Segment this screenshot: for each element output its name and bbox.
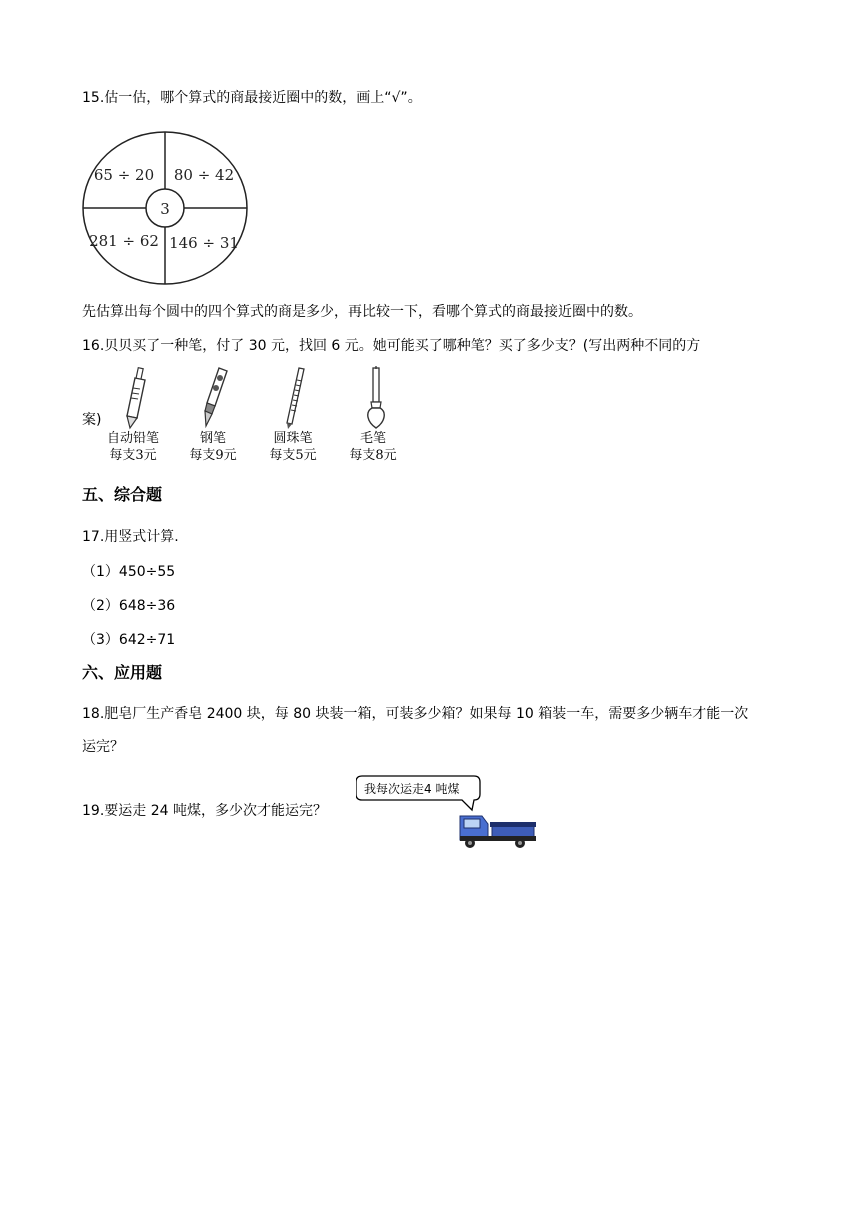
q19-text: 19.要运走 24 吨煤，多少次才能运完？ [82, 803, 327, 819]
pen-price: 每支9元 [189, 448, 237, 463]
truck-icon [460, 816, 536, 848]
pen-name: 钢笔 [199, 431, 226, 446]
q15-text: 15.估一估，哪个算式的商最接近圈中的数，画上“√”。 [82, 90, 422, 106]
pen-price: 每支3元 [109, 448, 157, 463]
speech-bubble-text: 我每次运走4 吨煤 [364, 782, 460, 796]
pen-options [96, 366, 416, 476]
pen-item-mechanical-pencil [96, 366, 170, 464]
pen-name: 自动铅笔 [106, 431, 159, 446]
section-five-title: 五、综合题 [82, 485, 163, 504]
wheel-top-left-expr: 65 ÷ 20 [93, 166, 155, 184]
wheel-bottom-right-expr: 146 ÷ 31 [169, 234, 239, 252]
q17-item-2: （2）648÷36 [82, 598, 176, 614]
pen-name: 毛笔 [359, 431, 386, 446]
estimation-wheel [80, 128, 250, 288]
section-six-title: 六、应用题 [82, 663, 163, 682]
q18-text: 18.肥皂厂生产香皂 2400 块，每 80 块装一箱，可装多少箱？如果每 10 箱装一车，需要多少辆车才能一次 [82, 706, 749, 722]
pen-price: 每支5元 [269, 448, 317, 463]
q18-text-cont: 运完？ [82, 739, 124, 755]
wheel-bottom-left-expr: 281 ÷ 62 [89, 232, 159, 250]
q17-item-1: （1）450÷55 [82, 564, 176, 580]
coal-truck-illustration [356, 772, 536, 852]
wheel-top-right-expr: 80 ÷ 42 [173, 166, 235, 184]
pen-item-ballpoint-pen [256, 366, 330, 464]
q16-text-cont: 案) [82, 412, 102, 428]
q16-text: 16.贝贝买了一种笔，付了 30 元，找回 6 元。她可能买了哪种笔？买了多少支？(写出两种不同的方 [82, 338, 701, 354]
mechanical-pencil-icon [113, 366, 153, 430]
q15-hint: 先估算出每个圆中的四个算式的商是多少，再比较一下，看哪个算式的商最接近圈中的数。 [82, 304, 642, 320]
ballpoint-pen-icon [273, 366, 313, 430]
wheel-center-number: 3 [160, 200, 170, 218]
pen-name: 圆珠笔 [273, 431, 313, 446]
pen-item-fountain-pen [176, 366, 250, 464]
q17-item-3: （3）642÷71 [82, 632, 176, 648]
pen-price: 每支8元 [349, 448, 397, 463]
q17-text: 17.用竖式计算. [82, 529, 179, 545]
fountain-pen-icon [193, 366, 233, 430]
brush-icon [353, 366, 393, 430]
pen-item-brush [336, 366, 410, 464]
